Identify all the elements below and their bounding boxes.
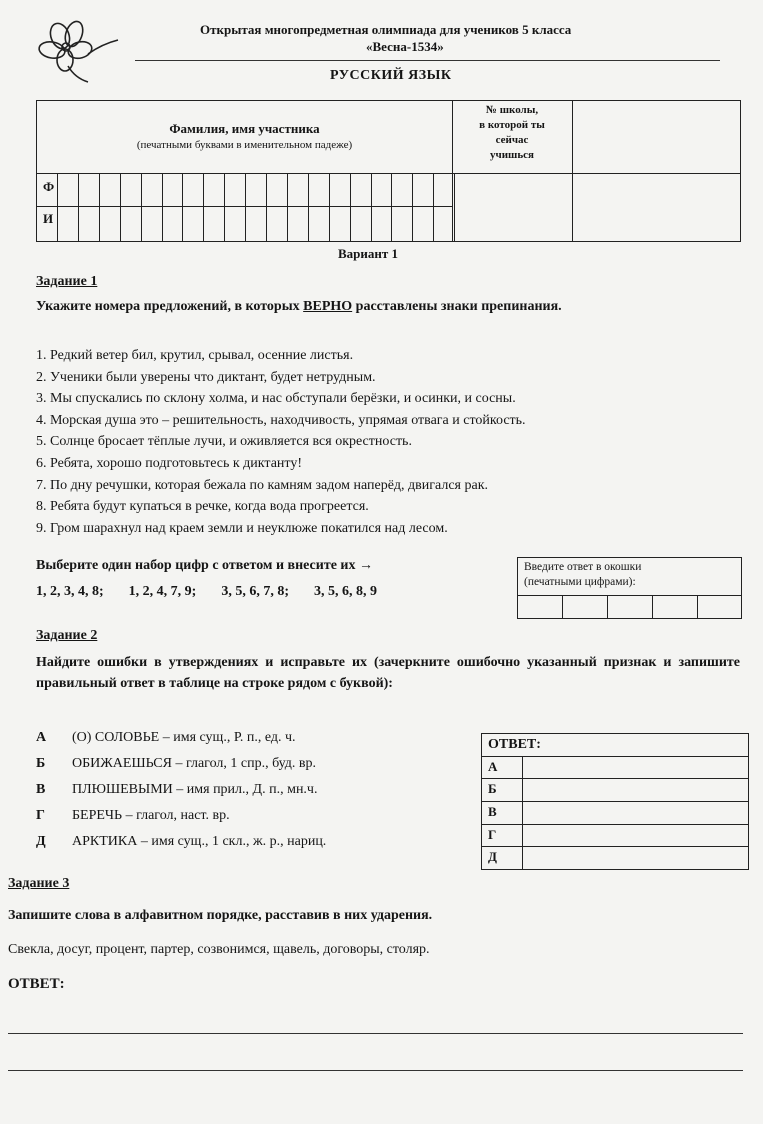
letter-cell[interactable] — [225, 174, 244, 205]
letter-cell[interactable] — [413, 207, 432, 240]
answer-digit-cell[interactable] — [518, 596, 562, 618]
task1-instruction: Выберите один набор цифр с ответом и внесите их → — [36, 558, 373, 573]
task2-title: Задание 2 — [36, 628, 98, 643]
option: 1, 2, 3, 4, 8; — [36, 584, 104, 599]
flower-logo-icon — [30, 14, 120, 86]
letter-cell[interactable] — [121, 207, 140, 240]
task3-question: Запишите слова в алфавитном порядке, расставив в них ударения. — [8, 908, 433, 923]
letter-cell[interactable] — [288, 207, 307, 240]
answer-row-letter: В — [488, 804, 497, 819]
list-item: 8. Ребята будут купаться в речке, когда вода прогреется. — [36, 499, 369, 515]
letter-cell[interactable] — [351, 174, 370, 205]
task1-title: Задание 1 — [36, 274, 98, 289]
letter-cell[interactable] — [183, 174, 202, 205]
statement-letter: Д — [36, 834, 46, 849]
letter-cell[interactable] — [121, 174, 140, 205]
olympiad-name: «Весна-1534» — [366, 39, 444, 54]
school-label-line: в которой ты — [479, 119, 545, 131]
participant-info-table — [36, 100, 741, 242]
letter-cell[interactable] — [100, 174, 119, 205]
letter-cell[interactable] — [100, 207, 119, 240]
statement-letter: Г — [36, 808, 45, 823]
letter-cell[interactable] — [351, 207, 370, 240]
header-divider — [135, 60, 720, 61]
option: 3, 5, 6, 8, 9 — [314, 584, 378, 599]
letter-cell[interactable] — [246, 207, 265, 240]
list-item: 5. Солнце бросает тёплые лучи, и оживляется вся окрестность. — [36, 434, 412, 450]
answer-row-letter: А — [488, 759, 498, 774]
answer-digit-cell[interactable] — [563, 596, 607, 618]
answer-row-field[interactable] — [523, 757, 748, 778]
subject-title: РУССКИЙ ЯЗЫК — [330, 68, 452, 83]
answer-digit-cell[interactable] — [608, 596, 652, 618]
cell-divider — [454, 173, 455, 206]
cell-divider — [454, 206, 455, 241]
letter-cell[interactable] — [79, 207, 98, 240]
letter-cell[interactable] — [413, 174, 432, 205]
letter-cell[interactable] — [267, 207, 286, 240]
letter-cell[interactable] — [392, 207, 411, 240]
school-label — [453, 103, 571, 163]
task1-question-part: Укажите номера предложений, в которых — [36, 299, 304, 314]
letter-cell[interactable] — [434, 207, 453, 240]
task1-question-emphasis: ВЕРНО — [303, 299, 353, 314]
name-label: Фамилия, имя участника — [169, 121, 320, 136]
answer-box-label: Введите ответ в окошки — [524, 561, 642, 573]
name-hint: (печатными буквами в именительном падеже) — [136, 139, 353, 151]
list-item: 6. Ребята, хорошо подготовьтесь к диктанту! — [36, 455, 302, 471]
firstname-row-label: И — [43, 211, 54, 226]
task3-title: Задание 3 — [8, 876, 70, 891]
letter-cell[interactable] — [163, 174, 182, 205]
task1-question — [36, 297, 724, 317]
statement-text: БЕРЕЧЬ – глагол, наст. вр. — [72, 808, 230, 823]
task3-answer-label: ОТВЕТ: — [8, 976, 65, 992]
letter-cell[interactable] — [246, 174, 265, 205]
letter-cell[interactable] — [372, 207, 391, 240]
letter-cell[interactable] — [372, 174, 391, 205]
statement-letter: В — [36, 782, 46, 797]
variant-title: Вариант 1 — [338, 246, 399, 261]
letter-cell[interactable] — [58, 174, 77, 205]
letter-cell[interactable] — [309, 174, 328, 205]
statement-text: АРКТИКА – имя сущ., 1 скл., ж. р., нариц. — [72, 834, 327, 849]
school-label-line: учишься — [490, 149, 534, 161]
answer-row-letter: Г — [488, 827, 497, 842]
letter-cell[interactable] — [434, 174, 453, 205]
answer-row-letter: Б — [488, 781, 497, 796]
list-item: 1. Редкий ветер бил, крутил, срывал, осенние листья. — [36, 348, 354, 363]
list-item: 9. Гром шарахнул над краем земли и неуклюже покатился над лесом. — [36, 520, 448, 536]
list-item: 3. Мы спускались по склону холма, и нас обступали берёзки, и осинки, и сосны. — [36, 391, 516, 407]
letter-cell[interactable] — [142, 174, 161, 205]
letter-cell[interactable] — [58, 207, 77, 240]
option: 3, 5, 6, 7, 8; — [221, 584, 290, 599]
letter-cell[interactable] — [163, 207, 182, 240]
list-item: 4. Морская душа это – решительность, находчивость, упрямая отвага и стойкость. — [36, 412, 526, 428]
task1-question-part: расставлены знаки препинания. — [352, 299, 562, 314]
list-item: 7. По дну речушки, которая бежала по камням задом наперёд, двигался рак. — [36, 477, 488, 493]
letter-cell[interactable] — [204, 207, 223, 240]
answer-table-header: ОТВЕТ: — [488, 737, 541, 752]
answer-row-letter: Д — [488, 849, 497, 864]
letter-cell[interactable] — [267, 174, 286, 205]
statement-text: ОБИЖАЕШЬСЯ – глагол, 1 спр., буд. вр. — [72, 756, 317, 771]
answer-row-field[interactable] — [523, 825, 748, 846]
answer-digit-cell[interactable] — [653, 596, 697, 618]
letter-cell[interactable] — [309, 207, 328, 240]
statement-text: ПЛЮШЕВЫМИ – имя прил., Д. п., мн.ч. — [72, 782, 318, 797]
letter-cell[interactable] — [142, 207, 161, 240]
answer-row-field[interactable] — [523, 779, 748, 801]
answer-row-field[interactable] — [523, 847, 748, 868]
letter-cell[interactable] — [79, 174, 98, 205]
surname-row-label: Ф — [43, 179, 55, 194]
letter-cell[interactable] — [330, 207, 349, 240]
answer-line[interactable] — [8, 1070, 743, 1071]
task3-words: Свекла, досуг, процент, партер, созвонимся, щавель, договоры, столяр. — [8, 942, 430, 957]
letter-cell[interactable] — [392, 174, 411, 205]
olympiad-title: Открытая многопредметная олимпиада для учеников 5 класса — [200, 22, 572, 37]
statement-letter: Б — [36, 756, 46, 771]
task2-question: Найдите ошибки в утверждениях и исправьте их (зачеркните ошибочно указанный признак и запишите правильный ответ в таблице на строке рядом с буквой): — [36, 655, 740, 691]
answer-digit-cell[interactable] — [698, 596, 742, 618]
statement-text: (О) СОЛОВЬЕ – имя сущ., Р. п., ед. ч. — [72, 730, 296, 745]
answer-line[interactable] — [8, 1033, 743, 1034]
task2-answer-table — [481, 733, 749, 870]
answer-row-field[interactable] — [523, 802, 748, 824]
task1-answer-box — [517, 557, 742, 619]
task1-sentences — [36, 345, 736, 539]
statement-letter: А — [36, 730, 47, 745]
answer-box-hint: (печатными цифрами): — [524, 576, 636, 588]
letter-cell[interactable] — [183, 207, 202, 240]
letter-cell[interactable] — [288, 174, 307, 205]
letter-cell[interactable] — [330, 174, 349, 205]
task1-options — [36, 584, 402, 600]
school-label-line: сейчас — [495, 134, 529, 146]
list-item: 2. Ученики были уверены что диктант, будет нетрудным. — [36, 369, 376, 385]
school-label-line: № школы, — [485, 104, 539, 116]
letter-cell[interactable] — [204, 174, 223, 205]
letter-cell[interactable] — [225, 207, 244, 240]
option: 1, 2, 4, 7, 9; — [128, 584, 197, 599]
